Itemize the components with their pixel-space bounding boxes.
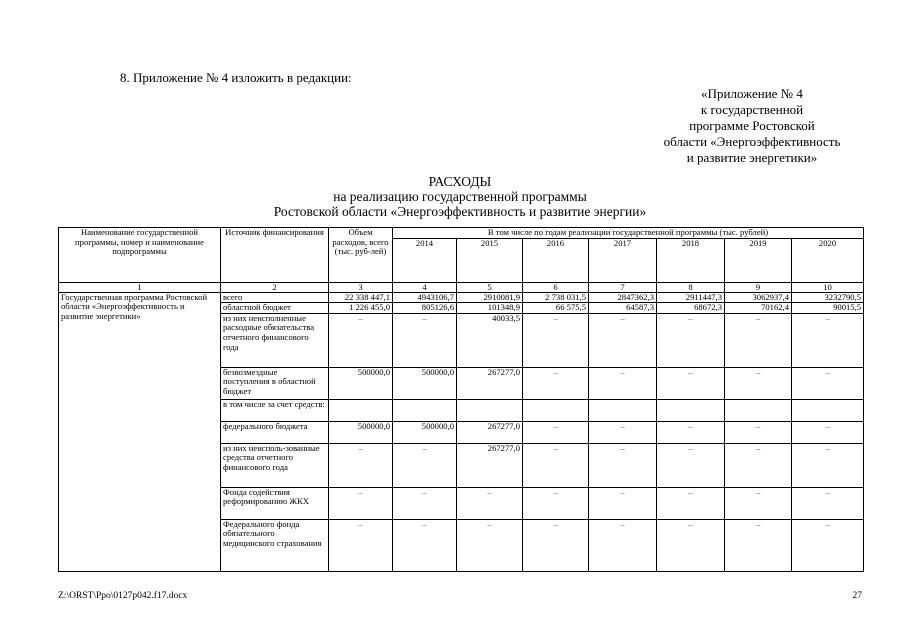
- header-source: Источник финансирования: [221, 228, 329, 283]
- header-year: 2018: [657, 238, 725, 282]
- year-value-cell: –: [792, 519, 864, 571]
- year-value-cell: –: [523, 443, 589, 487]
- financing-source: Федерального фонда обязательного медицинского страхования: [221, 519, 329, 571]
- year-value-cell: 3062937,4: [725, 292, 792, 303]
- year-value-cell: –: [393, 487, 457, 519]
- year-value-cell: –: [657, 519, 725, 571]
- title-line: РАСХОДЫ: [428, 174, 492, 189]
- year-value-cell: 64587,3: [589, 303, 657, 314]
- column-number: 5: [457, 282, 523, 292]
- total-value-cell: 500000,0: [329, 367, 393, 399]
- financing-source: безвозмездные поступления в областной бюджет: [221, 367, 329, 399]
- year-value-cell: –: [589, 313, 657, 367]
- year-value-cell: –: [523, 313, 589, 367]
- total-value-cell: –: [329, 487, 393, 519]
- item-text: 8. Приложение № 4 изложить в редакции:: [120, 70, 352, 85]
- table-body: [59, 228, 864, 572]
- header-years-group: В том числе по годам реализации государственной программы (тыс. рублей): [393, 228, 864, 239]
- financing-source: всего: [221, 292, 329, 303]
- year-value-cell: –: [725, 367, 792, 399]
- financing-source: в том числе за счет средств:: [221, 399, 329, 421]
- column-number: 10: [792, 282, 864, 292]
- header-year: 2020: [792, 238, 864, 282]
- header-year: 2019: [725, 238, 792, 282]
- year-value-cell: –: [589, 443, 657, 487]
- year-value-cell: –: [523, 519, 589, 571]
- year-value-cell: –: [523, 421, 589, 443]
- title-line: Ростовской области «Энергоэффективность и развитие энергии»: [273, 204, 647, 219]
- column-number-row: [59, 282, 864, 292]
- year-value-cell: –: [393, 313, 457, 367]
- year-value-cell: –: [725, 313, 792, 367]
- year-value-cell: 500000,0: [393, 421, 457, 443]
- year-value-cell: [457, 399, 523, 421]
- year-value-cell: –: [792, 367, 864, 399]
- year-value-cell: [393, 399, 457, 421]
- appendix-line: к государственной: [700, 102, 804, 117]
- column-number: 6: [523, 282, 589, 292]
- year-value-cell: –: [792, 421, 864, 443]
- appendix-line: и развитие энергетики»: [686, 150, 818, 165]
- year-value-cell: –: [657, 421, 725, 443]
- year-value-cell: 267277,0: [457, 443, 523, 487]
- total-value-cell: –: [329, 443, 393, 487]
- year-value-cell: –: [725, 519, 792, 571]
- year-value-cell: –: [792, 313, 864, 367]
- year-value-cell: 267277,0: [457, 421, 523, 443]
- year-value-cell: –: [589, 367, 657, 399]
- footer-file-path: Z:\ORST\Ppo\0127p042.f17.docx: [58, 591, 188, 601]
- appendix-line: «Приложение № 4: [701, 86, 803, 101]
- column-number: 7: [589, 282, 657, 292]
- financing-source: Фонда содействия реформированию ЖКХ: [221, 487, 329, 519]
- header-year: 2016: [523, 238, 589, 282]
- year-value-cell: 90015,5: [792, 303, 864, 314]
- column-number: 2: [221, 282, 329, 292]
- financing-source: из них неисполь-зованные средства отчетного финансового года: [221, 443, 329, 487]
- year-value-cell: 4943106,7: [393, 292, 457, 303]
- expenses-table: [58, 227, 864, 572]
- total-value-cell: 22 338 447,1: [329, 292, 393, 303]
- column-number: 9: [725, 282, 792, 292]
- year-value-cell: –: [523, 367, 589, 399]
- year-value-cell: 500000,0: [393, 367, 457, 399]
- header-name: Наименование государственной программы, номер и наименование подпрограммы: [59, 228, 221, 283]
- year-value-cell: –: [393, 519, 457, 571]
- year-value-cell: [725, 399, 792, 421]
- header-year: 2015: [457, 238, 523, 282]
- total-value-cell: 500000,0: [329, 421, 393, 443]
- year-value-cell: –: [792, 443, 864, 487]
- year-value-cell: 101348,9: [457, 303, 523, 314]
- year-value-cell: –: [657, 487, 725, 519]
- column-number: 3: [329, 282, 393, 292]
- header-row: [59, 228, 864, 239]
- year-value-cell: –: [725, 443, 792, 487]
- total-value-cell: [329, 399, 393, 421]
- year-value-cell: 3232790,5: [792, 292, 864, 303]
- column-number: 8: [657, 282, 725, 292]
- year-value-cell: –: [725, 487, 792, 519]
- year-value-cell: 2847362,3: [589, 292, 657, 303]
- year-value-cell: –: [523, 487, 589, 519]
- year-value-cell: [792, 399, 864, 421]
- year-value-cell: –: [589, 421, 657, 443]
- year-value-cell: 2910081,9: [457, 292, 523, 303]
- total-value-cell: –: [329, 519, 393, 571]
- year-value-cell: [657, 399, 725, 421]
- year-value-cell: –: [457, 519, 523, 571]
- year-value-cell: –: [792, 487, 864, 519]
- column-number: 1: [59, 282, 221, 292]
- column-number: 4: [393, 282, 457, 292]
- appendix-reference: [652, 86, 852, 166]
- year-value-cell: –: [657, 443, 725, 487]
- total-value-cell: –: [329, 313, 393, 367]
- financing-source: областной бюджет: [221, 303, 329, 314]
- appendix-line: области «Энергоэффективность: [663, 134, 841, 149]
- appendix-line: программе Ростовской: [689, 118, 815, 133]
- year-value-cell: [589, 399, 657, 421]
- table-row: [59, 292, 864, 303]
- year-value-cell: [523, 399, 589, 421]
- year-value-cell: 70162,4: [725, 303, 792, 314]
- header-total: Объем расходов, всего (тыс. руб-лей): [329, 228, 393, 283]
- document-title: [200, 174, 720, 219]
- title-line: на реализацию государственной программы: [333, 189, 587, 204]
- year-value-cell: –: [657, 313, 725, 367]
- program-name: Государственная программа Ростовской области «Энергоэффективность и развитие энергетики»: [59, 292, 221, 571]
- year-value-cell: 40033,5: [457, 313, 523, 367]
- year-value-cell: –: [657, 367, 725, 399]
- total-value-cell: 1 226 455,0: [329, 303, 393, 314]
- year-value-cell: 2 738 031,5: [523, 292, 589, 303]
- financing-source: федерального бюджета: [221, 421, 329, 443]
- year-value-cell: 68672,3: [657, 303, 725, 314]
- year-value-cell: –: [725, 421, 792, 443]
- year-value-cell: –: [393, 443, 457, 487]
- year-value-cell: –: [589, 519, 657, 571]
- header-year: 2017: [589, 238, 657, 282]
- page-number: 27: [852, 591, 862, 601]
- year-value-cell: 805126,6: [393, 303, 457, 314]
- year-value-cell: 267277,0: [457, 367, 523, 399]
- year-value-cell: –: [589, 487, 657, 519]
- year-value-cell: 66 575,5: [523, 303, 589, 314]
- year-value-cell: –: [457, 487, 523, 519]
- year-value-cell: 2911447,3: [657, 292, 725, 303]
- header-year: 2014: [393, 238, 457, 282]
- financing-source: из них неисполненные расходные обязательства отчетного финансового года: [221, 313, 329, 367]
